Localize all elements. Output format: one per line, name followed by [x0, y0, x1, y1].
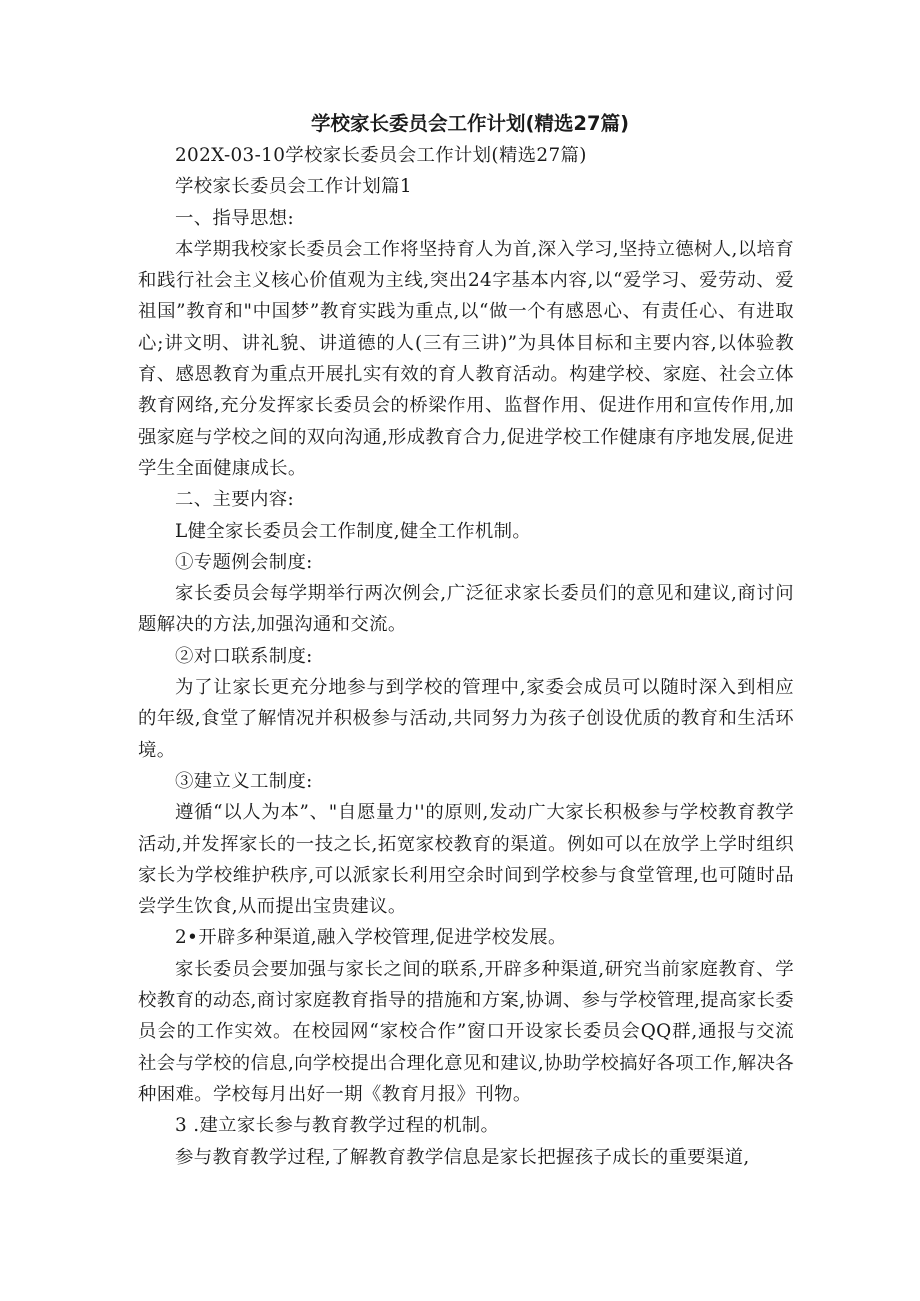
paragraph-channels: 家长委员会要加强与家长之间的联系,开辟多种渠道,研究当前家庭教育、学校教育的动态,商讨家庭教育指导的措施和方案,协调、参与学校管理,提高家长委员会的工作实效。在校园网“家校合作”窗口开设家长委员会QQ群,通报与交流社会与学校的信息,向学校提出合理化意见和建议,协助学校搞好各项工作,解决各种困难。学校每月出好一期《教育月报》刊物。: [138, 958, 794, 1105]
paragraph-participation: 参与教育教学过程,了解教育教学信息是家长把握孩子成长的重要渠道,: [175, 1146, 750, 1168]
subitem-3-heading: ③建立义工制度:: [175, 770, 313, 792]
paragraph-meeting-system: 家长委员会每学期举行两次例会,广泛征求家长委员们的意见和建议,商讨问题解决的方法,加强沟通和交流。: [138, 583, 794, 636]
heading-guiding-thought: 一、指导思想:: [175, 207, 294, 229]
item-3-heading: 3 .建立家长参与教育教学过程的机制。: [175, 1115, 500, 1137]
heading-main-content: 二、主要内容:: [175, 489, 294, 511]
subitem-1-heading: ①专题例会制度:: [175, 551, 313, 573]
paragraph-liaison-system: 为了让家长更充分地参与到学校的管理中,家委会成员可以随时深入到相应的年级,食堂了解情况并积极参与活动,共同努力为孩子创设优质的教育和生活环境。: [138, 677, 794, 761]
paragraph-guiding-thought: 本学期我校家长委员会工作将坚持育人为首,深入学习,坚持立德树人,以培育和践行社会主义核心价值观为主线,突出24字基本内容,以“爱学习、爱劳动、爱祖国”教育和"中国梦”教育实践为重点,以“做一个有感恩心、有责任心、有进取心;讲文明、讲礼貌、讲道德的人(三有三讲)”为具体目标和主要内容,以体验教育、感恩教育为重点开展扎实有效的育人教育活动。构建学校、家庭、社会立体教育网络,充分发挥家长委员会的桥梁作用、监督作用、促进作用和宣传作用,加强家庭与学校之间的双向沟通,形成教育合力,促进学校工作健康有序地发展,促进学生全面健康成长。: [138, 238, 794, 479]
paragraph-volunteer-system: 遵循“以人为本”、"自愿量力''的原则,发动广大家长积极参与学校教育教学活动,并发挥家长的一技之长,拓宽家校教育的渠道。例如可以在放学上学时组织家长为学校维护秩序,可以派家长利用空余时间到学校参与食堂管理,也可随时品尝学生饮食,从而提出宝贵建议。: [138, 802, 794, 918]
item-2-heading: 2•开辟多种渠道,融入学校管理,促进学校发展。: [175, 927, 567, 949]
section-heading: 学校家长委员会工作计划篇1: [175, 176, 412, 198]
date-line: 202X-03-10学校家长委员会工作计划(精选27篇): [175, 145, 587, 166]
item-1-heading: L健全家长委员会工作制度,健全工作机制。: [175, 520, 532, 542]
document-page: [138, 108, 794, 1173]
subitem-2-heading: ②对口联系制度:: [175, 645, 313, 667]
document-title: 学校家长委员会工作计划(精选27篇): [311, 112, 629, 135]
